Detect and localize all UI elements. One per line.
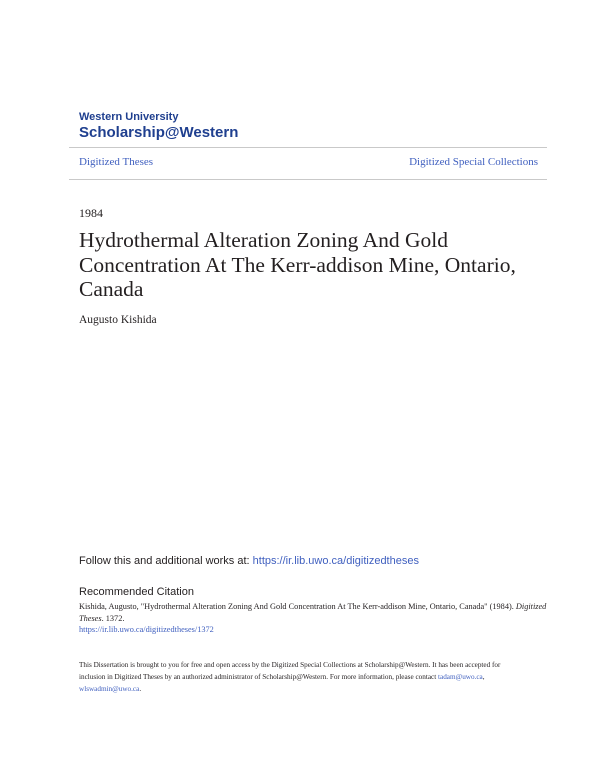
contact-email-admin[interactable]: wlswadmin@uwo.ca xyxy=(79,685,140,693)
publication-year: 1984 xyxy=(79,206,103,220)
digitized-theses-link[interactable]: Digitized Theses xyxy=(79,156,154,168)
notice-text: This Dissertation is brought to you for free and open access by the Digitized Special Collections at Scholarship@Western. It has been accepted for inclusion in Digitized Theses by an authorized administrator of Scholarship@Western. For more information, please contact xyxy=(79,661,501,681)
citation-text: Kishida, Augusto, "Hydrothermal Alteration Zoning And Gold Concentration At The Kerr-addison Mine, Ontario, Canada" (1984). xyxy=(79,602,514,611)
follow-text: Follow this and additional works at: xyxy=(79,555,253,567)
repository-name[interactable]: Scholarship@Western xyxy=(79,124,239,141)
citation-number: . 1372. xyxy=(101,613,125,623)
notice-end: . xyxy=(139,685,142,693)
citation-heading: Recommended Citation xyxy=(79,586,194,598)
notice-separator: , xyxy=(482,673,485,681)
top-divider xyxy=(69,147,547,148)
repository-brand[interactable] xyxy=(79,111,238,141)
citation-body xyxy=(79,601,549,636)
bottom-divider xyxy=(69,179,547,180)
author-name: Augusto Kishida xyxy=(79,314,157,326)
follow-line xyxy=(79,555,419,567)
access-notice xyxy=(79,659,519,695)
collection-link[interactable]: https://ir.lib.uwo.ca/digitizedtheses xyxy=(252,555,419,567)
digitized-special-collections-link[interactable]: Digitized Special Collections xyxy=(409,156,538,168)
contact-email-tadam[interactable]: tadam@uwo.ca xyxy=(438,673,483,681)
citation-series: Digitized Theses xyxy=(79,602,547,623)
recommended-citation xyxy=(79,586,549,636)
university-name: Western University xyxy=(79,111,179,123)
citation-link[interactable]: https://ir.lib.uwo.ca/digitizedtheses/1372 xyxy=(79,625,214,634)
document-title: Hydrothermal Alteration Zoning And Gold Concentration At The Kerr-addison Mine, Ontario, Canada xyxy=(79,228,516,301)
